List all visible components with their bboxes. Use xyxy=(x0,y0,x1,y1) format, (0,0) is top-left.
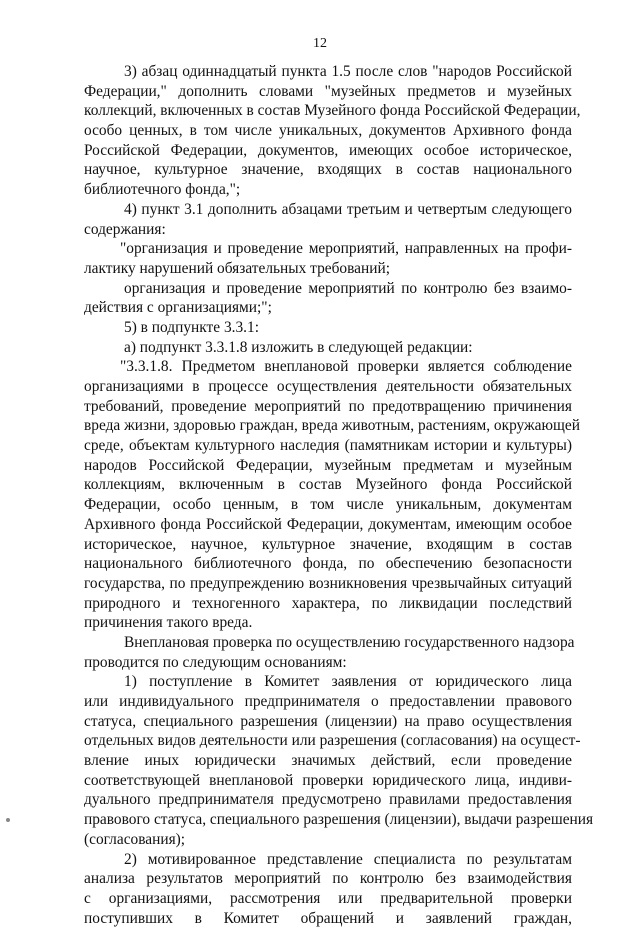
text-line: народов Российской Федерации, музейным предметам и музейным xyxy=(84,456,572,474)
text-line: анализа результатов мероприятий по контролю без взаимодействия xyxy=(84,870,572,888)
text-line: вление иных юридически значимых действий, если проведение xyxy=(84,752,572,770)
text-line: научное, культурное значение, входящих в состав национального xyxy=(84,161,572,179)
text-line: коллекций, включенных в состав Музейного фонда Российской Федерации, xyxy=(84,102,581,120)
text-line: дуального предпринимателя предусмотрено правилами предоставления xyxy=(84,791,572,809)
text-line: 3) абзац одиннадцатый пункта 1.5 после слов "народов Российской xyxy=(124,63,572,80)
text-line: 5) в подпункте 3.3.1: xyxy=(124,318,260,336)
text-line: Архивного фонда Российской Федерации, документам, имеющим особое xyxy=(84,515,572,533)
text-line: с организациями, рассмотрения или предварительной проверки xyxy=(84,889,572,907)
text-line: историческое, научное, культурное значение, входящим в состав xyxy=(84,535,572,553)
text-line: или индивидуального предпринимателя о предоставлении правового xyxy=(84,693,572,710)
text-line: природного и техногенного характера, по ликвидации последствий xyxy=(84,594,572,612)
text-line: действия с организациями;"; xyxy=(84,299,272,317)
document-body xyxy=(84,62,594,928)
text-line: проводится по следующим основаниям: xyxy=(84,653,347,671)
text-line: причинения такого вреда. xyxy=(84,614,253,632)
text-line: правового статуса, специального разрешения (лицензии), выдачи разрешения xyxy=(84,811,594,829)
text-line: поступивших в Комитет обращений и заявлений граждан, xyxy=(84,909,572,927)
text-line: а) подпункт 3.3.1.8 изложить в следующей редакции: xyxy=(124,338,473,356)
text-line: коллекциям, включенным в состав Музейного фонда Российской xyxy=(84,476,572,494)
text-line: Федерации," дополнить словами "музейных предметов и музейных xyxy=(84,82,572,100)
text-line: вреда жизни, здоровью граждан, вреда животным, растениям, окружающей xyxy=(84,417,580,435)
text-line: (согласования); xyxy=(84,830,186,848)
text-line: соответствующей внеплановой проверки юридического лица, индиви- xyxy=(84,771,572,789)
text-line: 4) пункт 3.1 дополнить абзацами третьим и четвертым следующего xyxy=(124,200,572,218)
text-line: "организация и проведение мероприятий, направленных на профи- xyxy=(120,240,572,258)
text-line: статуса, специального разрешения (лицензии) на право осуществления xyxy=(84,712,572,730)
text-line: Внеплановая проверка по осуществлению государственного надзора xyxy=(124,633,575,651)
text-line: лактику нарушений обязательных требований; xyxy=(84,259,391,277)
text-line: организация и проведение мероприятий по контролю без взаимо- xyxy=(124,279,572,297)
text-line: особо ценных, в том числе уникальных, документов Архивного фонда xyxy=(84,122,572,140)
scan-mark xyxy=(6,818,10,822)
text-line: отдельных видов деятельности или разрешения (согласования) на осущест- xyxy=(84,732,581,750)
text-line: содержания: xyxy=(84,220,166,238)
text-line: Федерации, особо ценным, в том числе уникальным, документам xyxy=(84,496,572,514)
text-line: требований, проведение мероприятий по предотвращению причинения xyxy=(84,397,572,415)
text-line: библиотечного фонда,"; xyxy=(84,181,241,199)
text-line: Российской Федерации, документов, имеющих особое историческое, xyxy=(84,141,572,159)
text-line: 2) мотивированное представление специалиста по результатам xyxy=(124,850,572,868)
text-line: организациями в процессе осуществления деятельности обязательных xyxy=(84,378,572,395)
text-line: государства, по предупреждению возникновения чрезвычайных ситуаций xyxy=(84,574,572,592)
text-line: среде, объектам культурного наследия (памятникам истории и культуры) xyxy=(84,437,572,455)
text-line: 1) поступление в Комитет заявления от юридического лица xyxy=(124,673,572,691)
text-line: национального библиотечного фонда, по обеспечению безопасности xyxy=(84,555,572,573)
page-number: 12 xyxy=(313,36,327,51)
text-line: "3.3.1.8. Предметом внеплановой проверки является соблюдение xyxy=(120,358,572,376)
